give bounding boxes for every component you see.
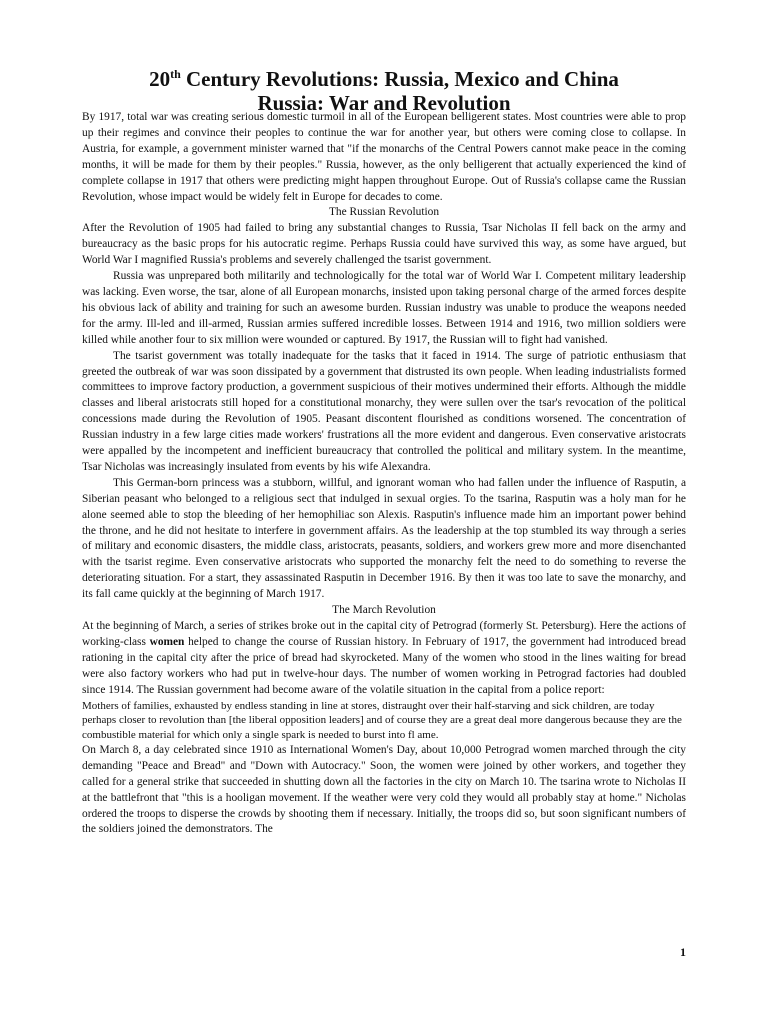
document-title-block	[0, 62, 768, 115]
paragraph: At the beginning of March, a series of strikes broke out in the capital city of Petrograd (formerly St. Petersburg). Here the actions of working-class women helped to change the course of Russian history. In February of 1917, the government had introduced bread rationing in the capital city after the price of bread had skyrocketed. Many of the women who stood in the lines waiting for bread were also factory workers who had put in twelve-hour days. The number of women working in Petrograd factories had doubled since 1914. The Russian government had become aware of the volatile situation in the capital from a police report:	[82, 620, 686, 696]
section-heading: The Russian Revolution	[328, 206, 440, 219]
page-title: 20th Century Revolutions: Russia, Mexico and China	[149, 67, 619, 91]
section-heading: The March Revolution	[332, 604, 436, 617]
block-quote: Mothers of families, exhausted by endless standing in line at stores, distraught over their half-starving and sick children, are today perhaps closer to revolution than [the liberal opposition leaders] and of course they are a great deal more dangerous because they are the combustible material for which only a single spark is needed to burst into fl ame.	[82, 699, 682, 742]
paragraph: On March 8, a day celebrated since 1910 as International Women's Day, about 10,000 Petrograd women marched through the city demanding "Peace and Bread" and "Down with Autocracy." Soon, the women were joined by other workers, and together they called for a general strike that succeeded in shutting down all the factories in the city on March 10. The tsarina wrote to Nicholas II at the battlefront that "this is a hooligan movement. If the weather were very cold they would all probably stay at home." Nicholas ordered the troops to disperse the crowds by shooting them if necessary. Initially, the troops did so, but soon significant numbers of the soldiers joined the demonstrators. The	[82, 743, 686, 836]
document-body	[82, 110, 686, 838]
page-subtitle: Russia: War and Revolution	[257, 91, 511, 115]
paragraph: After the Revolution of 1905 had failed to bring any substantial changes to Russia, Tsar Nicholas II fell back on the army and bureaucracy as the basic props for his autocratic regime. Perhaps Russia could have survived this way, as some have argued, but World War I magnified Russia's problems and severely challenged the tsarist government.	[82, 222, 686, 267]
page-number: 1	[680, 945, 686, 959]
paragraph: Russia was unprepared both militarily and technologically for the total war of World War I. Competent military leadership was lacking. Even worse, the tsar, alone of all European monarchs, insisted upon taking personal charge of the armed forces despite his obvious lack of ability and training for such an awesome burden. Russian industry was unable to produce the weapons needed for the army. Ill-led and ill-armed, Russian armies suffered incredible losses. Between 1914 and 1916, two million soldiers were killed while another four to six million were wounded or captured. By 1917, the Russian will to fight had vanished.	[82, 270, 686, 346]
paragraph: The tsarist government was totally inadequate for the tasks that it faced in 1914. The surge of patriotic enthusiasm that greeted the outbreak of war was soon dissipated by a government that distrusted its own people. When leading industrialists formed committees to improve factory production, a government suspicious of their motives undermined their efforts. Although the middle classes and liberal aristocrats still hoped for a constitutional monarchy, they were sullen over the tsar's revocation of the political concessions made during the Revolution of 1905. Peasant discontent flourished as conditions worsened. The concentration of Russian industry in a few large cities made workers' frustrations all the more evident and dangerous. Even conservative aristocrats were appalled by the incompetent and inefficient bureaucracy that controlled the political and military system. In the meantime, Tsar Nicholas was increasingly insulated from events by his wife Alexandra.	[82, 349, 686, 473]
paragraph: By 1917, total war was creating serious domestic turmoil in all of the European belligerent states. Most countries were able to prop up their regimes and convince their peoples to continue the war for another year, but others were coming close to collapse. In Austria, for example, a government minister warned that "if the monarchs of the Central Powers cannot make peace in the coming months, it will be made for them by their peoples." Russia, however, as the only belligerent that actually experienced the kind of complete collapse in 1917 that others were predicting might happen throughout Europe. Out of Russia's collapse came the Russian Revolution, whose impact would be widely felt in Europe for decades to come.	[82, 111, 686, 203]
emphasis-women: women	[149, 635, 185, 648]
paragraph: This German-born princess was a stubborn, willful, and ignorant woman who had fallen under the influence of Rasputin, a Siberian peasant who belonged to a religious sect that indulged in sexual orgies. To the tsarina, Rasputin was a holy man for he alone seemed able to stop the bleeding of her hemophiliac son Alexis. Rasputin's influence made him an important power behind the throne, and he did not hesitate to interfere in government affairs. As the leadership at the top stumbled its way through a series of military and economic disasters, the middle class, aristocrats, peasants, soldiers, and workers grew more and more disenchanted with the tsarist regime. Even conservative aristocrats who supported the monarchy felt the need to do something to reverse the deteriorating situation. For a start, they assassinated Rasputin in December 1916. By then it was too late to save the monarchy, and its fall came quickly at the beginning of March 1917.	[82, 476, 686, 601]
